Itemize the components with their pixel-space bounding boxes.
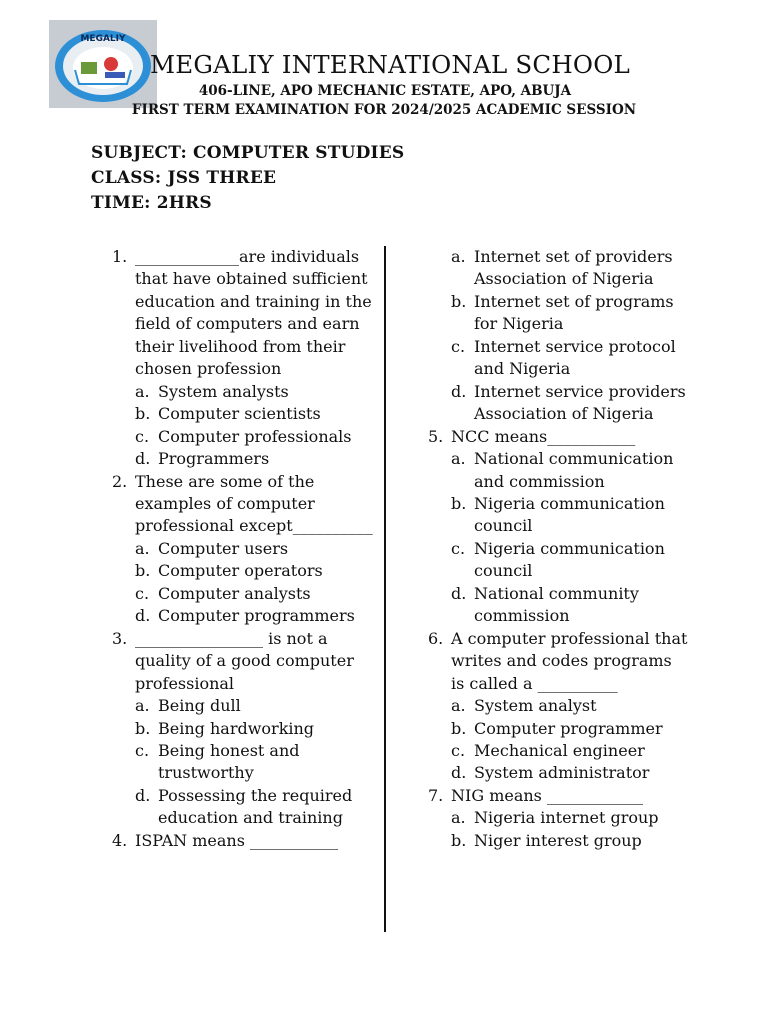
option-letter: a. <box>135 538 150 558</box>
option-text: Computer professionals <box>158 426 352 446</box>
option <box>135 538 374 560</box>
option-letter: b. <box>135 404 151 424</box>
option-text: Computer analysts <box>158 583 311 603</box>
option-letter: b. <box>135 718 151 738</box>
option <box>135 785 374 830</box>
question-1-options <box>135 381 374 471</box>
question-number: 3. <box>112 628 128 648</box>
left-column <box>112 246 374 852</box>
option <box>451 830 690 852</box>
option-text: Programmers <box>158 449 270 469</box>
option <box>135 605 374 627</box>
question-2-options <box>135 538 374 628</box>
question-4 <box>112 830 374 852</box>
option <box>451 695 690 717</box>
option-letter: d. <box>135 606 151 626</box>
option <box>135 583 374 605</box>
option <box>135 426 374 448</box>
option-text: System analyst <box>474 696 597 716</box>
option-letter: a. <box>451 696 466 716</box>
option <box>451 762 690 784</box>
option-text: Being honest and trustworthy <box>158 740 300 783</box>
option-text: National community commission <box>474 583 639 626</box>
column-divider <box>384 246 386 932</box>
question-text: NCC means___________ <box>451 426 636 446</box>
option-text: Nigeria communication council <box>474 538 665 581</box>
school-address: 406-LINE, APO MECHANIC ESTATE, APO, ABUJA <box>198 83 572 99</box>
option-text: System administrator <box>474 763 650 783</box>
subject-line: SUBJECT: COMPUTER STUDIES <box>91 143 405 163</box>
option <box>135 381 374 403</box>
question-6 <box>428 628 690 695</box>
option-letter: d. <box>451 381 467 401</box>
option <box>135 448 374 470</box>
option <box>135 403 374 425</box>
option-text: Mechanical engineer <box>474 740 645 760</box>
option-letter: a. <box>451 808 466 828</box>
time-line: TIME: 2HRS <box>91 193 212 213</box>
question-5 <box>428 426 690 448</box>
question-number: 4. <box>112 830 128 850</box>
question-4-options <box>451 246 690 426</box>
option-text: Computer users <box>158 538 289 558</box>
question-6-options <box>451 695 690 785</box>
option-text: Computer programmer <box>474 718 663 738</box>
option-text: Being hardworking <box>158 718 315 738</box>
question-7-options <box>451 807 690 852</box>
option <box>135 695 374 717</box>
option <box>451 538 690 583</box>
option-text: Computer scientists <box>158 404 321 424</box>
option-text: Nigeria communication council <box>474 493 665 536</box>
option-letter: a. <box>451 247 466 266</box>
exam-title: FIRST TERM EXAMINATION FOR 2024/2025 ACADEMIC SESSION <box>131 102 637 118</box>
question-number: 5. <box>428 426 444 446</box>
question-text: NIG means ____________ <box>451 785 643 805</box>
option-letter: a. <box>135 381 150 401</box>
option <box>135 718 374 740</box>
question-7 <box>428 785 690 807</box>
option-text: National communication and commission <box>474 449 674 491</box>
logo-text: MEGALIY <box>80 34 126 44</box>
option-letter: d. <box>135 449 151 469</box>
option-letter: a. <box>135 696 150 716</box>
question-text: _____________are individuals that have obtained sufficient education and training in the field of computers and earn their livelihood from their chosen profession <box>135 247 372 379</box>
exam-info <box>91 141 404 216</box>
option <box>451 381 690 426</box>
option-letter: c. <box>451 740 466 760</box>
option-letter: b. <box>451 493 467 513</box>
question-3 <box>112 628 374 695</box>
option-letter: d. <box>451 583 467 603</box>
option <box>451 583 690 628</box>
option-text: System analysts <box>158 381 289 401</box>
option <box>451 807 690 829</box>
option <box>451 336 690 381</box>
option-letter: c. <box>135 740 150 760</box>
option-letter: a. <box>451 449 466 469</box>
option-letter: c. <box>451 336 466 356</box>
option <box>135 740 374 785</box>
school-crest-icon <box>53 24 153 104</box>
question-text: ________________ is not a quality of a good computer professional <box>135 628 354 693</box>
option-letter: b. <box>451 830 467 850</box>
option-letter: c. <box>135 583 150 603</box>
option <box>135 560 374 582</box>
option-text: Possessing the required education and training <box>158 785 353 828</box>
school-name: MEGALIY INTERNATIONAL SCHOOL <box>150 50 630 79</box>
option-text: Being dull <box>158 696 241 716</box>
option-text: Internet set of providers Association of Nigeria <box>474 247 673 289</box>
option-text: Internet service protocol and Nigeria <box>474 336 676 379</box>
school-logo <box>49 20 157 108</box>
option-text: Nigeria internet group <box>474 808 659 828</box>
option-letter: c. <box>451 538 466 558</box>
option <box>451 291 690 336</box>
question-text: ISPAN means ___________ <box>135 830 338 850</box>
option-letter: c. <box>135 426 150 446</box>
question-number: 1. <box>112 247 128 266</box>
question-text: These are some of the examples of computer professional except__________ <box>135 471 373 536</box>
option-letter: d. <box>451 763 467 783</box>
option-text: Computer programmers <box>158 606 355 626</box>
option-text: Niger interest group <box>474 830 642 850</box>
option-letter: d. <box>135 785 151 805</box>
question-text: A computer professional that writes and codes programs is called a __________ <box>451 628 688 693</box>
option-text: Internet set of programs for Nigeria <box>474 291 674 334</box>
option-text: Internet service providers Association of Nigeria <box>474 381 686 424</box>
option <box>451 718 690 740</box>
option-letter: b. <box>135 561 151 581</box>
question-number: 7. <box>428 785 444 805</box>
question-number: 6. <box>428 628 444 648</box>
question-1 <box>112 246 374 381</box>
question-number: 2. <box>112 471 128 491</box>
option-text: Computer operators <box>158 561 323 581</box>
option <box>451 493 690 538</box>
question-2 <box>112 471 374 538</box>
option <box>451 448 690 493</box>
question-5-options <box>451 448 690 628</box>
right-column <box>428 246 690 852</box>
question-3-options <box>135 695 374 830</box>
option <box>451 246 690 291</box>
option-letter: b. <box>451 718 467 738</box>
class-line: CLASS: JSS THREE <box>91 168 277 188</box>
option <box>451 740 690 762</box>
option-letter: b. <box>451 291 467 311</box>
